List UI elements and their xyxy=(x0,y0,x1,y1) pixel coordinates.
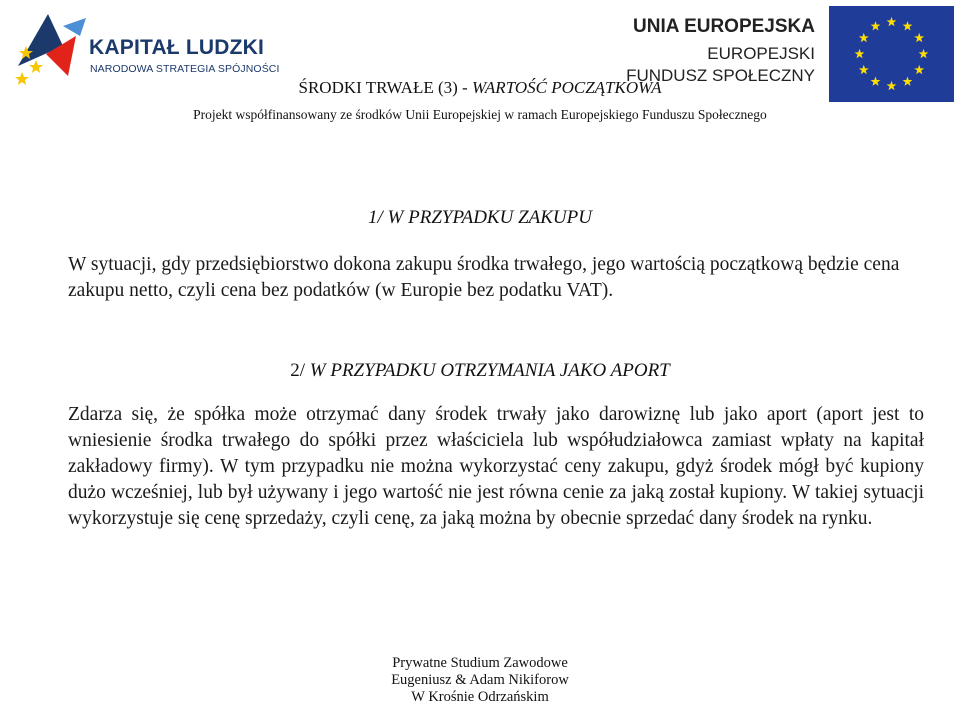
section-2-heading xyxy=(0,360,960,382)
funding-subtitle: Projekt współfinansowany ze środków Unii Europejskiej w ramach Europejskiego Funduszu Społecznego xyxy=(193,107,767,122)
footer-line3: W Krośnie Odrzańskim xyxy=(411,689,549,705)
page-title-plain: ŚRODKI TRWAŁE (3) - xyxy=(298,78,472,97)
section-1-heading: 1/ W PRZYPADKU ZAKUPU xyxy=(368,207,592,228)
section-1-paragraph: W sytuacji, gdy przedsiębiorstwo dokona zakupu środka trwałego, jego wartością początkową będzie cena zakupu netto, czyli cena bez podatków (w Europie bez podatku VAT). xyxy=(68,254,900,301)
page-title xyxy=(0,78,960,98)
kl-logo-subtitle: NARODOWA STRATEGIA SPÓJNOŚCI xyxy=(90,63,280,75)
page-title-italic: WARTOŚĆ POCZĄTKOWA xyxy=(471,78,662,97)
footer-line2: Eugeniusz & Adam Nikiforow xyxy=(391,672,569,688)
eu-logo-line2: EUROPEJSKI xyxy=(707,44,815,63)
kl-logo-title: KAPITAŁ LUDZKI xyxy=(89,36,265,59)
section-2-paragraph: Zdarza się, że spółka może otrzymać dany środek trwały jako darowiznę lub jako aport (aport jest to wniesienie środka trwałego do spółki przez właściciela lub współudziałowca zamiast wpłaty na kapitał zakładowy firmy). W tym przypadku nie można wykorzystać ceny zakupu, gdyż środek mógł być kupiony dużo wcześniej, lub był używany i jego wartość nie jest równa cenie za jaką został kupiony. W takiej sytuacji wykorzystuje się cenę sprzedaży, czyli cenę, za jaką można by obecnie sprzedać dany środek na rynku. xyxy=(68,404,924,529)
section-2-heading-text: W PRZYPADKU OTRZYMANIA JAKO APORT xyxy=(309,360,670,381)
section-2-number: 2/ xyxy=(290,360,306,381)
eu-logo-line3: FUNDUSZ SPOŁECZNY xyxy=(626,66,815,85)
footer xyxy=(0,655,960,706)
eu-logo-line1: UNIA EUROPEJSKA xyxy=(633,16,815,37)
footer-line1: Prywatne Studium Zawodowe xyxy=(392,655,568,671)
